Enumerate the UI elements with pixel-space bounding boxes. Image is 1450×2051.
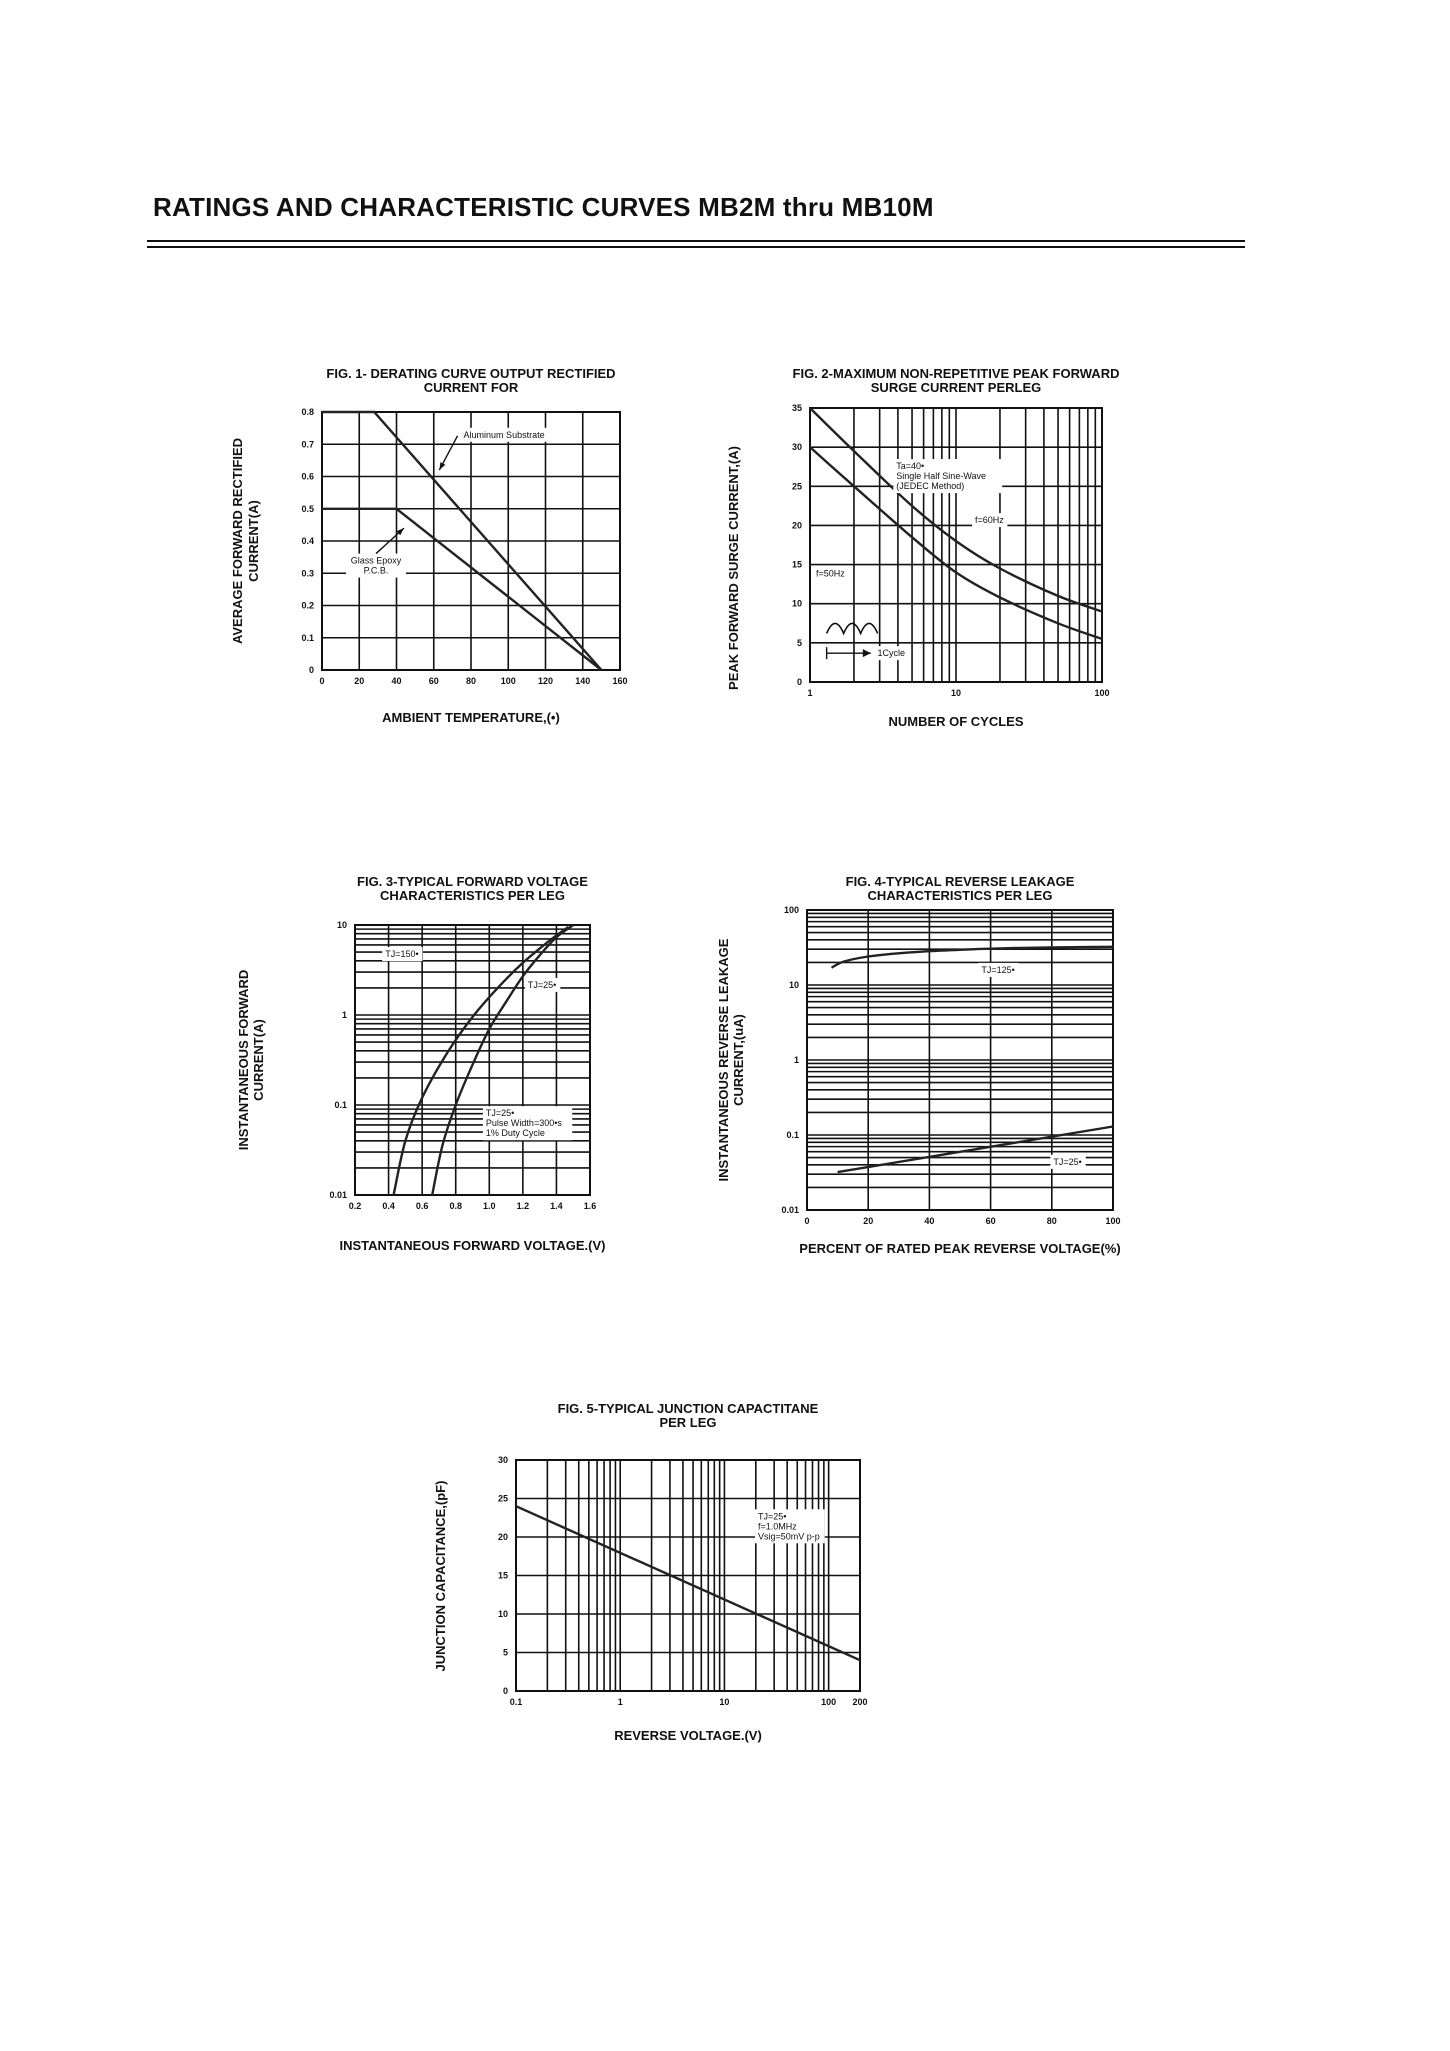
- fig2-x-axis-label: NUMBER OF CYCLES: [888, 714, 1024, 729]
- fig1-x-tick-label: 160: [612, 676, 628, 686]
- fig1-annotation-1-line-1: Aluminum Substrate: [463, 429, 545, 440]
- fig3-x-tick-label: 0.6: [415, 1201, 429, 1211]
- fig1-y-tick-label: 0.6: [301, 471, 314, 482]
- fig2-y-tick-label: 25: [791, 481, 802, 492]
- fig1-x-tick-label: 100: [500, 676, 516, 686]
- fig1-y-tick-label: 0.2: [301, 600, 314, 611]
- fig4-y-tick-label: 0.1: [786, 1130, 799, 1140]
- fig3-x-tick-label: 1.4: [550, 1201, 563, 1211]
- fig1-annotation-2-line-2: P.C.B.: [363, 565, 389, 576]
- fig2-x-tick-label: 1: [807, 688, 813, 698]
- fig1-y-tick-label: 0.4: [301, 536, 314, 546]
- fig4-x-tick-label: 100: [1105, 1216, 1121, 1226]
- fig2-annotation-1-line-3: (JEDEC Method): [896, 481, 965, 492]
- fig5-x-tick-label: 200: [852, 1697, 868, 1707]
- fig2-annotation-1-line-2: Single Half Sine-Wave: [896, 471, 987, 482]
- fig5-y-axis-label-line-1: JUNCTION CAPACITANCE,(pF): [433, 1480, 448, 1672]
- page-title: RATINGS AND CHARACTERISTIC CURVES MB2M thru MB10M: [153, 192, 934, 222]
- fig2-x-tick-label: 10: [950, 688, 962, 698]
- fig2-y-tick-label: 10: [791, 598, 802, 609]
- fig4-x-axis-label: PERCENT OF RATED PEAK REVERSE VOLTAGE(%): [799, 1241, 1121, 1256]
- fig4-title-line-1: FIG. 4-TYPICAL REVERSE LEAKAGE: [845, 874, 1075, 889]
- fig1-y-tick-label: 0.7: [301, 439, 314, 450]
- fig3-y-tick-label: 1: [341, 1010, 347, 1020]
- fig4-y-tick-label: 1: [793, 1055, 799, 1065]
- fig4-x-tick-label: 40: [924, 1216, 935, 1226]
- fig3-x-tick-label: 1.0: [483, 1201, 496, 1211]
- fig1-title-line-1: FIG. 1- DERATING CURVE OUTPUT RECTIFIED: [326, 366, 616, 381]
- fig1-y-tick-label: 0.1: [301, 632, 314, 643]
- fig5-y-tick-label: 30: [497, 1455, 508, 1465]
- fig3-x-tick-label: 0.2: [348, 1201, 362, 1211]
- fig2-y-tick-label: 20: [791, 520, 802, 531]
- fig2-annotation-3-line-1: f=50Hz: [816, 568, 845, 579]
- fig4-x-tick-label: 0: [804, 1216, 810, 1226]
- fig2-y-tick-label: 5: [796, 637, 802, 648]
- fig3-title-line-2: CHARACTERISTICS PER LEG: [380, 888, 565, 903]
- fig3-y-tick-label: 10: [336, 920, 347, 930]
- title-rule-top: [147, 240, 1245, 242]
- fig3-series-line-1: [394, 927, 569, 1195]
- fig3-x-tick-label: 1.2: [516, 1201, 530, 1211]
- fig3-x-axis-label: INSTANTANEOUS FORWARD VOLTAGE.(V): [339, 1238, 606, 1253]
- fig4-title-line-2: CHARACTERISTICS PER LEG: [867, 888, 1053, 903]
- fig5-x-tick-label: 0.1: [509, 1697, 523, 1707]
- title-rule-bottom: [147, 246, 1245, 248]
- fig1-x-tick-label: 0: [319, 676, 325, 686]
- fig5-y-tick-label: 5: [502, 1647, 508, 1658]
- fig4-y-tick-label: 0.01: [781, 1205, 799, 1215]
- fig1-x-tick-label: 80: [465, 676, 477, 686]
- fig3-annotation-1-line-1: TJ=150•: [385, 949, 419, 960]
- fig5-x-tick-label: 100: [821, 1697, 837, 1707]
- fig4-y-tick-label: 100: [783, 905, 799, 915]
- fig5-y-tick-label: 20: [497, 1532, 508, 1542]
- fig3-y-tick-label: 0.1: [334, 1100, 347, 1110]
- fig5-y-tick-label: 10: [497, 1609, 508, 1619]
- fig1-y-axis-label-line-1: AVERAGE FORWARD RECTIFIED: [230, 437, 245, 645]
- fig2-y-tick-label: 35: [791, 403, 802, 413]
- fig2-annotation-2-line-1: f=60Hz: [975, 515, 1004, 526]
- fig2-y-tick-label: 0: [796, 677, 802, 687]
- fig3-annotation-3-line-3: 1% Duty Cycle: [485, 1128, 545, 1139]
- fig5-junction-capacitance-chart: [420, 1395, 900, 1755]
- fig1-x-tick-label: 40: [391, 676, 402, 686]
- fig1-x-tick-label: 60: [428, 676, 439, 686]
- fig5-y-tick-label: 0: [502, 1686, 508, 1696]
- fig4-annotation-1-line-1: TJ=125•: [981, 964, 1015, 975]
- fig4-annotation-2-line-1: TJ=25•: [1053, 1156, 1082, 1167]
- fig1-series-line-2: [322, 509, 601, 670]
- fig2-cycle-arrowhead: [863, 649, 871, 657]
- fig3-y-axis-label-line-2: CURRENT(A): [251, 1019, 266, 1101]
- fig4-y-tick-label: 10: [788, 980, 799, 990]
- fig1-x-tick-label: 20: [354, 676, 365, 686]
- fig5-annotation-1-line-2: f=1.0MHz: [757, 1521, 797, 1532]
- fig2-annotation-1-line-1: Ta=40•: [896, 461, 925, 472]
- fig2-x-tick-label: 100: [1094, 688, 1110, 698]
- fig5-annotation-1-line-1: TJ=25•: [757, 1511, 787, 1522]
- fig2-annotation-4-line-1: 1Cycle: [877, 648, 906, 659]
- fig3-y-tick-label: 0.01: [329, 1190, 347, 1200]
- fig2-y-tick-label: 15: [791, 559, 802, 570]
- fig4-reverse-leakage-chart: [715, 870, 1145, 1270]
- fig1-title-line-2: CURRENT FOR: [423, 380, 519, 395]
- fig3-x-tick-label: 0.8: [449, 1201, 462, 1211]
- fig2-surge-current-chart: [710, 330, 1150, 740]
- fig1-y-tick-label: 0: [308, 665, 314, 675]
- fig3-series-line-2: [432, 925, 573, 1195]
- fig3-annotation-3-line-1: TJ=25•: [485, 1108, 515, 1119]
- fig4-x-tick-label: 20: [863, 1216, 874, 1226]
- fig3-y-axis-label-line-1: INSTANTANEOUS FORWARD: [236, 969, 251, 1151]
- fig5-y-tick-label: 25: [497, 1493, 508, 1504]
- fig1-derating-chart: [200, 360, 640, 740]
- fig1-annotation-arrowhead-1: [439, 462, 445, 470]
- fig1-y-axis-label-line-2: CURRENT(A): [246, 500, 261, 582]
- fig5-x-axis-label: REVERSE VOLTAGE.(V): [614, 1728, 762, 1743]
- fig1-x-tick-label: 140: [575, 676, 591, 686]
- fig2-y-tick-label: 30: [791, 442, 802, 453]
- fig2-title-line-2: SURGE CURRENT PERLEG: [870, 380, 1042, 395]
- fig1-x-tick-label: 120: [537, 676, 554, 686]
- fig1-y-tick-label: 0.3: [301, 568, 314, 579]
- fig3-x-tick-label: 0.4: [382, 1201, 395, 1211]
- fig1-x-axis-label: AMBIENT TEMPERATURE,(•): [382, 710, 560, 725]
- fig3-annotation-2-line-1: TJ=25•: [527, 979, 557, 990]
- fig3-annotation-3-line-2: Pulse Width=300•s: [485, 1118, 562, 1129]
- fig2-title-line-1: FIG. 2-MAXIMUM NON-REPETITIVE PEAK FORWARD: [792, 366, 1120, 381]
- fig1-y-tick-label: 0.8: [301, 407, 314, 417]
- fig5-annotation-1-line-3: Vsig=50mV p-p: [757, 1531, 820, 1542]
- fig4-y-axis-label-line-1: INSTANTANEOUS REVERSE LEAKAGE: [716, 938, 731, 1182]
- fig1-y-tick-label: 0.5: [301, 503, 314, 514]
- fig1-annotation-2-line-1: Glass Epoxy: [350, 555, 402, 566]
- fig2-y-axis-label-line-1: PEAK FORWARD SURGE CURRENT,(A): [726, 446, 741, 690]
- fig4-y-axis-label-line-2: CURRENT,(uA): [731, 1014, 746, 1106]
- fig3-forward-voltage-chart: [220, 870, 640, 1270]
- fig3-x-tick-label: 1.6: [583, 1201, 597, 1211]
- fig5-x-tick-label: 10: [719, 1697, 730, 1707]
- fig3-plot-frame: [355, 925, 590, 1195]
- fig4-x-tick-label: 80: [1046, 1216, 1057, 1226]
- fig4-x-tick-label: 60: [985, 1216, 996, 1226]
- fig2-sine-pulse-glyph: [827, 623, 878, 633]
- fig5-title-line-1: FIG. 5-TYPICAL JUNCTION CAPACTITANE: [557, 1401, 819, 1416]
- fig3-title-line-1: FIG. 3-TYPICAL FORWARD VOLTAGE: [357, 874, 588, 889]
- fig5-y-tick-label: 15: [497, 1570, 508, 1581]
- fig5-title-line-2: PER LEG: [659, 1415, 717, 1430]
- fig5-x-tick-label: 1: [617, 1697, 623, 1707]
